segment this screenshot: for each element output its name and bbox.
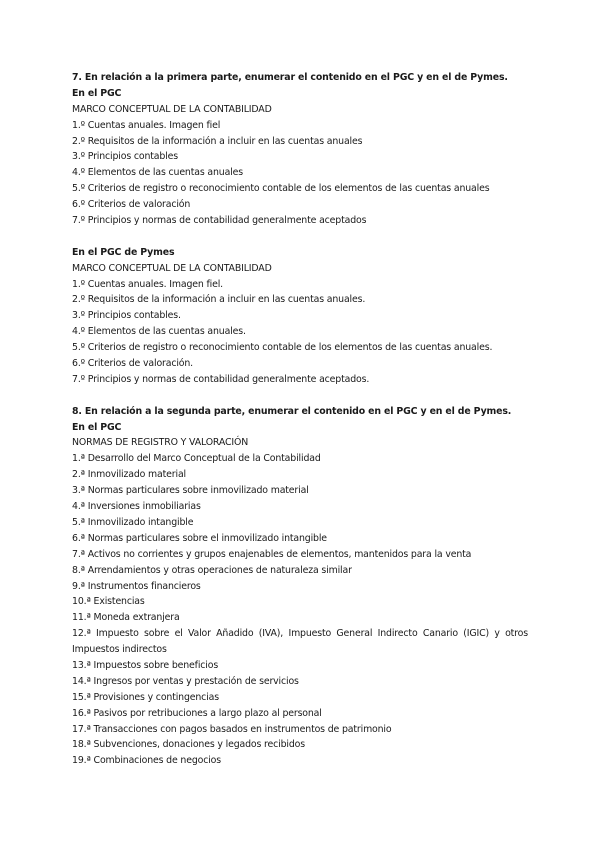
list-item: 6.º Criterios de valoración [72, 199, 191, 211]
list-item: 7.º Principios y normas de contabilidad generalmente aceptados. [72, 373, 370, 385]
section-title: MARCO CONCEPTUAL DE LA CONTABILIDAD [72, 262, 272, 274]
list-item: 5.º Criterios de registro o reconocimiento contable de los elementos de las cuentas anuales [72, 183, 490, 195]
list-item: 9.ª Instrumentos financieros [72, 580, 201, 592]
paragraph-gap [72, 229, 528, 245]
list-item: 6.ª Normas particulares sobre el inmovilizado intangible [72, 532, 327, 544]
list-item: 1.º Cuentas anuales. Imagen fiel. [72, 278, 224, 290]
list-item: 18.ª Subvenciones, donaciones y legados recibidos [72, 739, 305, 751]
list-item: 12.ª Impuesto sobre el Valor Añadido (IVA), Impuesto General Indirecto Canario (IGIC) y otros Impuestos indirectos [72, 628, 528, 656]
list-item: 11.ª Moneda extranjera [72, 612, 180, 624]
list-item: 16.ª Pasivos por retribuciones a largo plazo al personal [72, 707, 322, 719]
list-item: 2.ª Inmovilizado material [72, 469, 186, 481]
section-title: MARCO CONCEPTUAL DE LA CONTABILIDAD [72, 103, 272, 115]
list-item: 7.º Principios y normas de contabilidad generalmente aceptados [72, 215, 367, 227]
list-item: 15.ª Provisiones y contingencias [72, 691, 219, 703]
paragraph-gap [72, 388, 528, 404]
pgc-subheading: En el PGC [72, 87, 122, 99]
list-item: 14.ª Ingresos por ventas y prestación de servicios [72, 675, 299, 687]
list-item: 1.ª Desarrollo del Marco Conceptual de la Contabilidad [72, 453, 321, 465]
list-item: 19.ª Combinaciones de negocios [72, 755, 222, 767]
document-page [72, 70, 528, 769]
list-item: 10.ª Existencias [72, 596, 145, 608]
list-item: 1.º Cuentas anuales. Imagen fiel [72, 119, 221, 131]
list-item: 3.º Principios contables. [72, 310, 181, 322]
section-title: NORMAS DE REGISTRO Y VALORACIÓN [72, 437, 249, 449]
question-8-heading: 8. En relación a la segunda parte, enumerar el contenido en el PGC y en el de Pymes. [72, 405, 512, 417]
list-item: 4.ª Inversiones inmobiliarias [72, 501, 201, 513]
list-item: 5.º Criterios de registro o reconocimiento contable de los elementos de las cuentas anuales. [72, 342, 493, 354]
list-item: 3.ª Normas particulares sobre inmovilizado material [72, 485, 309, 497]
list-item: 7.ª Activos no corrientes y grupos enajenables de elementos, mantenidos para la venta [72, 548, 472, 560]
list-item: 13.ª Impuestos sobre beneficios [72, 659, 219, 671]
pymes-subheading: En el PGC de Pymes [72, 246, 175, 258]
list-item: 3.º Principios contables [72, 151, 179, 163]
list-item: 17.ª Transacciones con pagos basados en instrumentos de patrimonio [72, 723, 392, 735]
list-item: 2.º Requisitos de la información a incluir en las cuentas anuales. [72, 294, 366, 306]
list-item: 4.º Elementos de las cuentas anuales [72, 167, 243, 179]
question-7-heading: 7. En relación a la primera parte, enumerar el contenido en el PGC y en el de Pymes. [72, 72, 508, 83]
pgc-subheading: En el PGC [72, 421, 122, 433]
list-item: 5.ª Inmovilizado intangible [72, 516, 194, 528]
list-item: 4.º Elementos de las cuentas anuales. [72, 326, 246, 338]
list-item: 8.ª Arrendamientos y otras operaciones de naturaleza similar [72, 564, 352, 576]
list-item: 6.º Criterios de valoración. [72, 358, 193, 370]
list-item: 2.º Requisitos de la información a incluir en las cuentas anuales [72, 135, 363, 147]
